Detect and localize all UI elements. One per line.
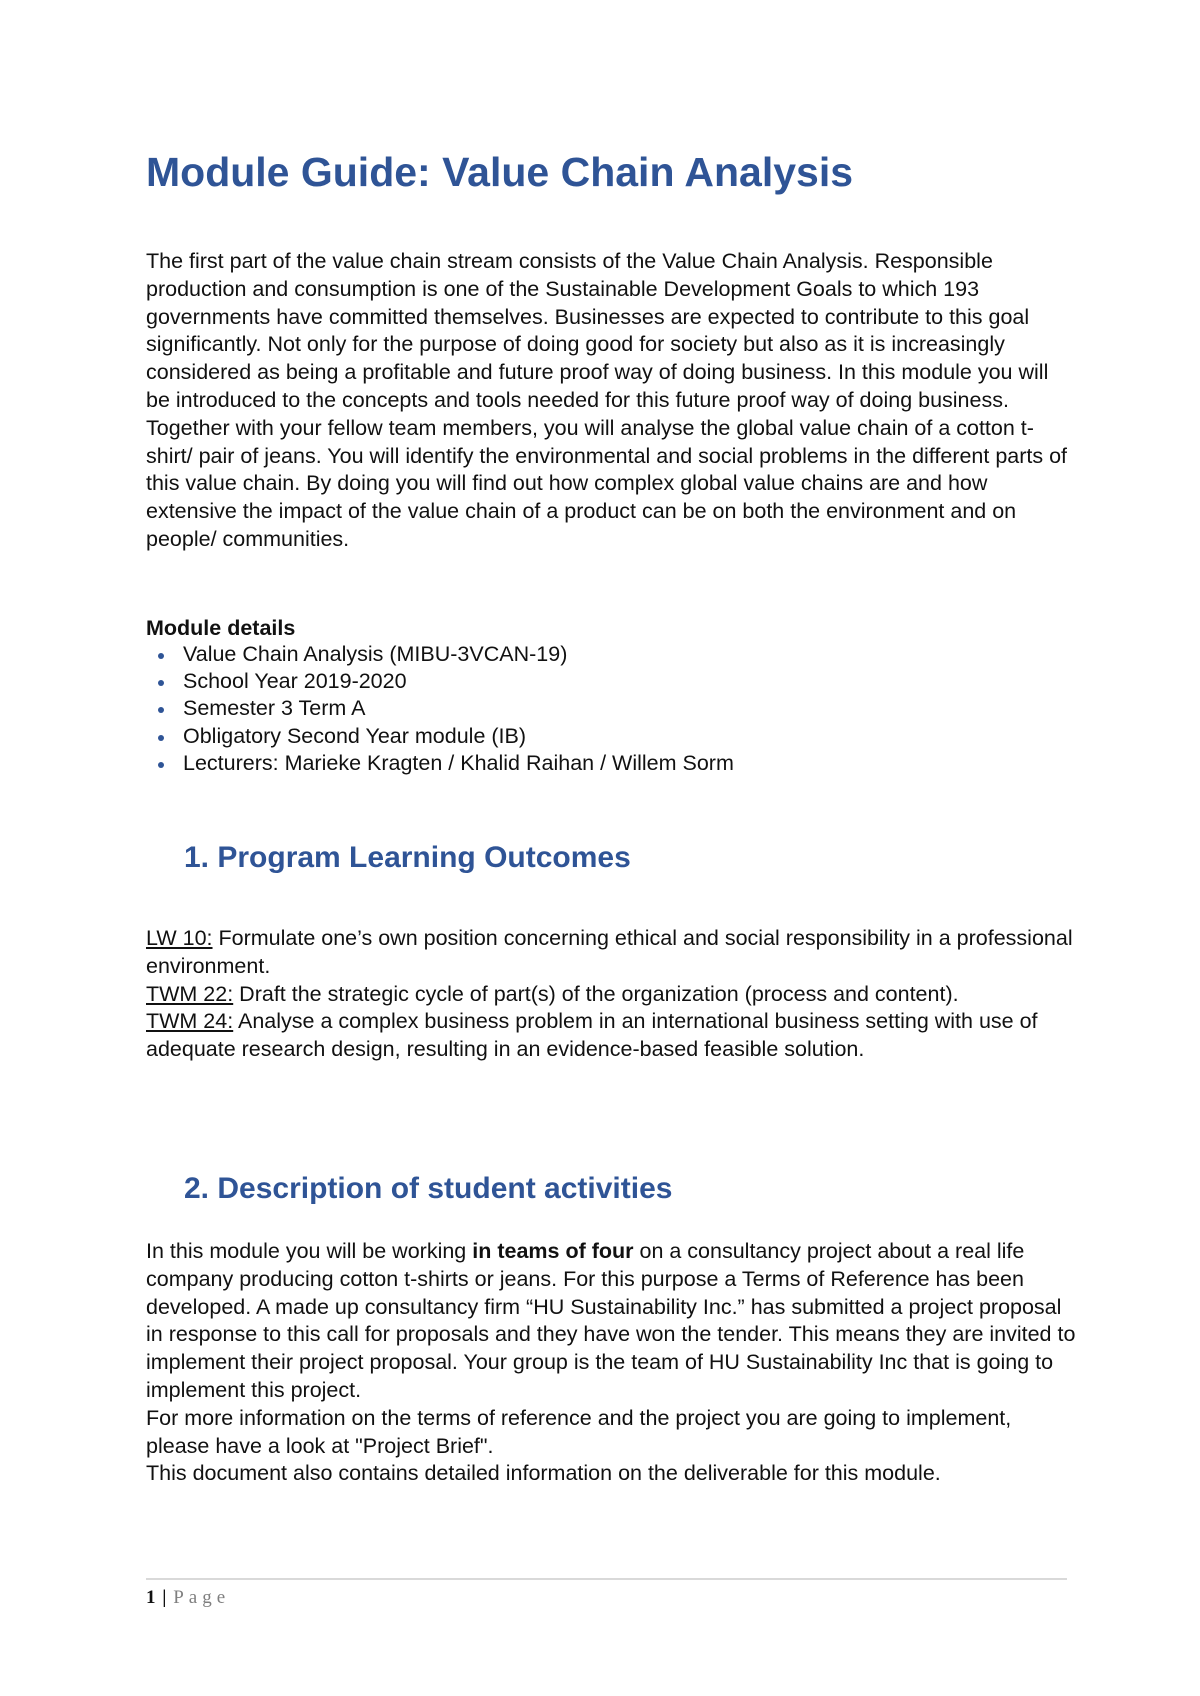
learning-outcomes xyxy=(146,925,1076,1064)
outcome-twm24 xyxy=(146,1008,1076,1064)
bullet-icon xyxy=(158,653,164,659)
activities-emphasis: in teams of four xyxy=(472,1239,634,1263)
module-details-heading: Module details xyxy=(146,616,296,640)
outcome-code: LW 10: xyxy=(146,926,213,950)
bullet-icon xyxy=(158,707,164,713)
page-separator: | xyxy=(162,1587,167,1608)
outcome-text: Draft the strategic cycle of part(s) of the organization (process and content). xyxy=(233,981,959,1006)
outcome-code: TWM 22: xyxy=(146,981,234,1006)
module-details-list xyxy=(146,641,734,777)
bullet-icon xyxy=(158,762,164,768)
activities-paragraph-3: This document also contains detailed information on the deliverable for this module. xyxy=(146,1461,941,1486)
bullet-icon xyxy=(158,680,164,686)
activities-text: on a consultancy project about a real life company producing cotton t-shirts or jeans. For this purpose a Terms of Reference has been developed. A made up consultancy firm “HU Sustainability Inc.” has submitted a project proposal in response to this call for proposals and they have won the tender. This means they are invited to implement their project proposal. Your group is the team of HU Sustainability Inc that is going to implement this project. xyxy=(146,1239,1076,1402)
outcome-text: Formulate one’s own position concerning ethical and social responsibility in a professional environment. xyxy=(146,926,1073,978)
activities-paragraph-2: For more information on the terms of reference and the project you are going to implement, please have a look at "Project Brief". xyxy=(146,1405,1012,1458)
student-activities xyxy=(146,1238,1076,1488)
footer-divider xyxy=(146,1578,1067,1580)
intro-paragraph: The first part of the value chain stream consists of the Value Chain Analysis. Responsible production and consumption is one of the Sustainable Development Goals to which 193 governments have committed themselves. Businesses are expected to contribute to this goal significantly. Not only for the purpose of doing good for society but also as it is increasingly considered as being a profitable and future proof way of doing business. In this module you will be introduced to the concepts and tools needed for this future proof way of doing business. Together with your fellow team members, you will analyse the global value chain of a cotton t-shirt/ pair of jeans. You will identify the environmental and social problems in the different parts of this value chain. By doing you will find out how complex global value chains are and how extensive the impact of the value chain of a product can be on both the environment and on people/ communities. xyxy=(146,249,1068,551)
list-item xyxy=(146,668,734,695)
activities-paragraph-1 xyxy=(146,1238,1076,1405)
document-title: Module Guide: Value Chain Analysis xyxy=(146,149,854,195)
activities-text: In this module you will be working xyxy=(146,1239,473,1263)
page-number: 1 xyxy=(146,1587,156,1608)
outcome-twm22 xyxy=(146,981,1076,1009)
outcome-text: Analyse a complex business problem in an international business setting with use of adequate research design, resulting in an evidence-based feasible solution. xyxy=(146,1009,1038,1062)
page-label: Page xyxy=(173,1587,231,1608)
list-item-text: Semester 3 Term A xyxy=(183,696,366,721)
outcome-lw10 xyxy=(146,925,1076,981)
list-item-text: Value Chain Analysis (MIBU-3VCAN-19) xyxy=(183,642,568,666)
list-item-text: School Year 2019-2020 xyxy=(183,669,407,694)
bullet-icon xyxy=(158,735,164,741)
list-item xyxy=(146,750,734,777)
list-item-text: Lecturers: Marieke Kragten / Khalid Raihan / Willem Sorm xyxy=(183,750,734,775)
list-item xyxy=(146,641,734,668)
list-item-text: Obligatory Second Year module (IB) xyxy=(183,723,527,748)
section-heading-learning-outcomes: 1. Program Learning Outcomes xyxy=(184,841,631,874)
list-item xyxy=(146,723,734,750)
section-heading-student-activities: 2. Description of student activities xyxy=(184,1172,673,1205)
page-footer xyxy=(146,1586,230,1610)
outcome-code: TWM 24: xyxy=(146,1009,234,1034)
list-item xyxy=(146,695,734,722)
